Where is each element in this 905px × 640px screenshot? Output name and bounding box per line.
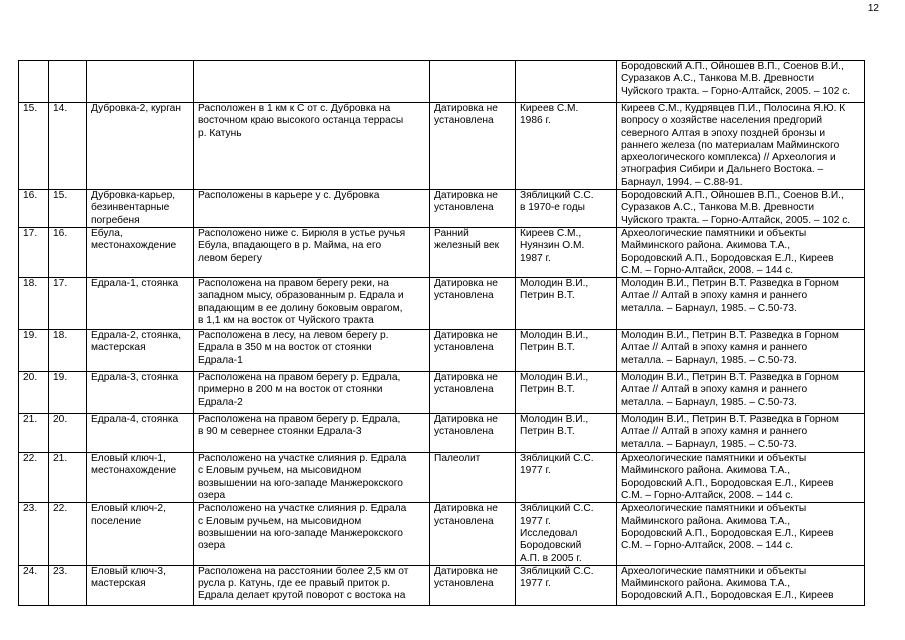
bibliography-reference-cell: Молодин В.И., Петрин В.Т. Разведка в Горном Алтае // Алтай в эпоху камня и раннего металла. – Барнаул, 1985. – С.50-73. xyxy=(617,414,865,453)
row-number-cell: 20. xyxy=(19,372,49,414)
location-description-cell: Расположена на правом берегу р. Едрала, в 90 м севернее стоянки Едрала-3 xyxy=(194,414,430,453)
row-number-cell: 19. xyxy=(19,330,49,372)
monument-name-cell: Еловый ключ-1, местонахождение xyxy=(87,453,194,503)
location-description-cell: Расположено на участке слияния р. Едрала с Еловым ручьем, на мысовидном возвышении на юго-западе Манжерокского озера xyxy=(194,453,430,503)
dating-cell: Палеолит xyxy=(430,453,516,503)
table-row xyxy=(19,503,865,565)
monument-name-cell: Едрала-4, стоянка xyxy=(87,414,194,453)
bibliography-reference-cell: Археологические памятники и объекты Майминского района. Акимова Т.А., Бородовский А.П., Бородовская Е.Л., Киреев xyxy=(617,565,865,605)
monument-name-cell: Еловый ключ-2, поселение xyxy=(87,503,194,565)
dating-cell: Датировка не установлена xyxy=(430,330,516,372)
row-number-cell: 23. xyxy=(19,503,49,565)
table-row xyxy=(19,414,865,453)
table-row xyxy=(19,61,865,103)
location-description-cell: Расположена на расстоянии более 2,5 км от русла р. Катунь, где ее правый приток р. Едрала делает крутой поворот с востока на xyxy=(194,565,430,605)
dating-cell: Датировка не установлена xyxy=(430,190,516,228)
row-number-cell: 15. xyxy=(19,103,49,190)
monuments-table xyxy=(18,60,865,606)
dating-cell: Датировка не установлена xyxy=(430,565,516,605)
monument-name-cell: Еловый ключ-3, мастерская xyxy=(87,565,194,605)
row-number-cell: 24. xyxy=(19,565,49,605)
table-row xyxy=(19,278,865,330)
monument-name-cell: Дубровка-карьер, безинвентарные погребеня xyxy=(87,190,194,228)
monument-name-cell: Едрала-3, стоянка xyxy=(87,372,194,414)
dating-cell: Ранний железный век xyxy=(430,227,516,277)
bibliography-reference-cell: Бородовский А.П., Ойношев В.П., Соенов В.И., Суразаков А.С., Танкова М.В. Древности Чуйского тракта. – Горно-Алтайск, 2005. – 102 с. xyxy=(617,190,865,228)
monument-id-cell: 21. xyxy=(49,453,87,503)
bibliography-reference-cell: Киреев С.М., Кудрявцев П.И., Полосина Я.Ю. К вопросу о хозяйстве населения предгорий северного Алтая в эпоху поздней бронзы и раннего железа (по материалам Майминского археологического комплекса) // Археология и этнография Сибири и Дальнего Востока. – Барнаул, 1994. – С.88-91. xyxy=(617,103,865,190)
monument-name-cell: Дубровка-2, курган xyxy=(87,103,194,190)
dating-cell: Датировка не установлена xyxy=(430,414,516,453)
dating-cell: Датировка не установлена xyxy=(430,503,516,565)
monument-name-cell: Едрала-1, стоянка xyxy=(87,278,194,330)
dating-cell: Датировка не установлена xyxy=(430,372,516,414)
dating-cell: Датировка не установлена xyxy=(430,278,516,330)
row-number-cell: 18. xyxy=(19,278,49,330)
discoverer-cell: Молодин В.И., Петрин В.Т. xyxy=(516,414,617,453)
table-row xyxy=(19,453,865,503)
row-number-cell: 21. xyxy=(19,414,49,453)
location-description-cell: Расположены в карьере у с. Дубровка xyxy=(194,190,430,228)
monument-id-cell: 22. xyxy=(49,503,87,565)
bibliography-reference-cell: Археологические памятники и объекты Майминского района. Акимова Т.А., Бородовский А.П., Бородовская Е.Л., Киреев С.М. – Горно-Алтайск, 2008. – 144 с. xyxy=(617,453,865,503)
monument-id-cell: 16. xyxy=(49,227,87,277)
row-number-cell: 17. xyxy=(19,227,49,277)
table-row xyxy=(19,372,865,414)
row-number-cell xyxy=(19,61,49,103)
bibliography-reference-cell: Молодин В.И., Петрин В.Т. Разведка в Горном Алтае // Алтай в эпоху камня и раннего металла. – Барнаул, 1985. – С.50-73. xyxy=(617,278,865,330)
table-row xyxy=(19,330,865,372)
bibliography-reference-cell: Археологические памятники и объекты Майминского района. Акимова Т.А., Бородовский А.П., Бородовская Е.Л., Киреев С.М. – Горно-Алтайск, 2008. – 144 с. xyxy=(617,227,865,277)
location-description-cell: Расположен в 1 км к С от с. Дубровка на восточном краю высокого останца террасы р. Катунь xyxy=(194,103,430,190)
bibliography-reference-cell: Молодин В.И., Петрин В.Т. Разведка в Горном Алтае // Алтай в эпоху камня и раннего металла. – Барнаул, 1985. – С.50-73. xyxy=(617,330,865,372)
page-number: 12 xyxy=(867,3,879,14)
location-description-cell: Расположено ниже с. Бирюля в устье ручья Ебула, впадающего в р. Майма, на его левом берегу xyxy=(194,227,430,277)
table-row xyxy=(19,103,865,190)
table-row xyxy=(19,190,865,228)
discoverer-cell: Зяблицкий С.С. 1977 г. xyxy=(516,565,617,605)
location-description-cell: Расположена на правом берегу реки, на западном мысу, образованным р. Едрала и впадающим в ее долину боковым оврагом, в 1,1 км на восток от Чуйского тракта xyxy=(194,278,430,330)
discoverer-cell: Молодин В.И., Петрин В.Т. xyxy=(516,372,617,414)
monument-name-cell: Едрала-2, стоянка, мастерская xyxy=(87,330,194,372)
monument-id-cell: 14. xyxy=(49,103,87,190)
monument-id-cell xyxy=(49,61,87,103)
table-body xyxy=(19,61,865,606)
bibliography-reference-cell: Археологические памятники и объекты Майминского района. Акимова Т.А., Бородовский А.П., Бородовская Е.Л., Киреев С.М. – Горно-Алтайск, 2008. – 144 с. xyxy=(617,503,865,565)
monument-id-cell: 18. xyxy=(49,330,87,372)
monument-id-cell: 19. xyxy=(49,372,87,414)
location-description-cell: Расположена на правом берегу р. Едрала, примерно в 200 м на восток от стоянки Едрала-2 xyxy=(194,372,430,414)
row-number-cell: 22. xyxy=(19,453,49,503)
discoverer-cell: Молодин В.И., Петрин В.Т. xyxy=(516,278,617,330)
monument-id-cell: 15. xyxy=(49,190,87,228)
bibliography-reference-cell: Бородовский А.П., Ойношев В.П., Соенов В.И., Суразаков А.С., Танкова М.В. Древности Чуйского тракта. – Горно-Алтайск, 2005. – 102 с. xyxy=(617,61,865,103)
discoverer-cell: Киреев С.М. 1986 г. xyxy=(516,103,617,190)
table-row xyxy=(19,565,865,605)
monument-id-cell: 17. xyxy=(49,278,87,330)
bibliography-reference-cell: Молодин В.И., Петрин В.Т. Разведка в Горном Алтае // Алтай в эпоху камня и раннего металла. – Барнаул, 1985. – С.50-73. xyxy=(617,372,865,414)
location-description-cell: Расположено на участке слияния р. Едрала с Еловым ручьем, на мысовидном возвышении на юго-западе Манжерокского озера xyxy=(194,503,430,565)
row-number-cell: 16. xyxy=(19,190,49,228)
discoverer-cell: Молодин В.И., Петрин В.Т. xyxy=(516,330,617,372)
location-description-cell xyxy=(194,61,430,103)
dating-cell: Датировка не установлена xyxy=(430,103,516,190)
discoverer-cell: Зяблицкий С.С. 1977 г. xyxy=(516,453,617,503)
monument-id-cell: 23. xyxy=(49,565,87,605)
monument-id-cell: 20. xyxy=(49,414,87,453)
discoverer-cell: Зяблицкий С.С. в 1970-е годы xyxy=(516,190,617,228)
discoverer-cell: Зяблицкий С.С. 1977 г. Исследовал Бородовский А.П. в 2005 г. xyxy=(516,503,617,565)
monument-name-cell: Ебула, местонахождение xyxy=(87,227,194,277)
discoverer-cell xyxy=(516,61,617,103)
monument-name-cell xyxy=(87,61,194,103)
table-row xyxy=(19,227,865,277)
location-description-cell: Расположена в лесу, на левом берегу р. Едрала в 350 м на восток от стоянки Едрала-1 xyxy=(194,330,430,372)
discoverer-cell: Киреев С.М., Нуянзин О.М. 1987 г. xyxy=(516,227,617,277)
dating-cell xyxy=(430,61,516,103)
